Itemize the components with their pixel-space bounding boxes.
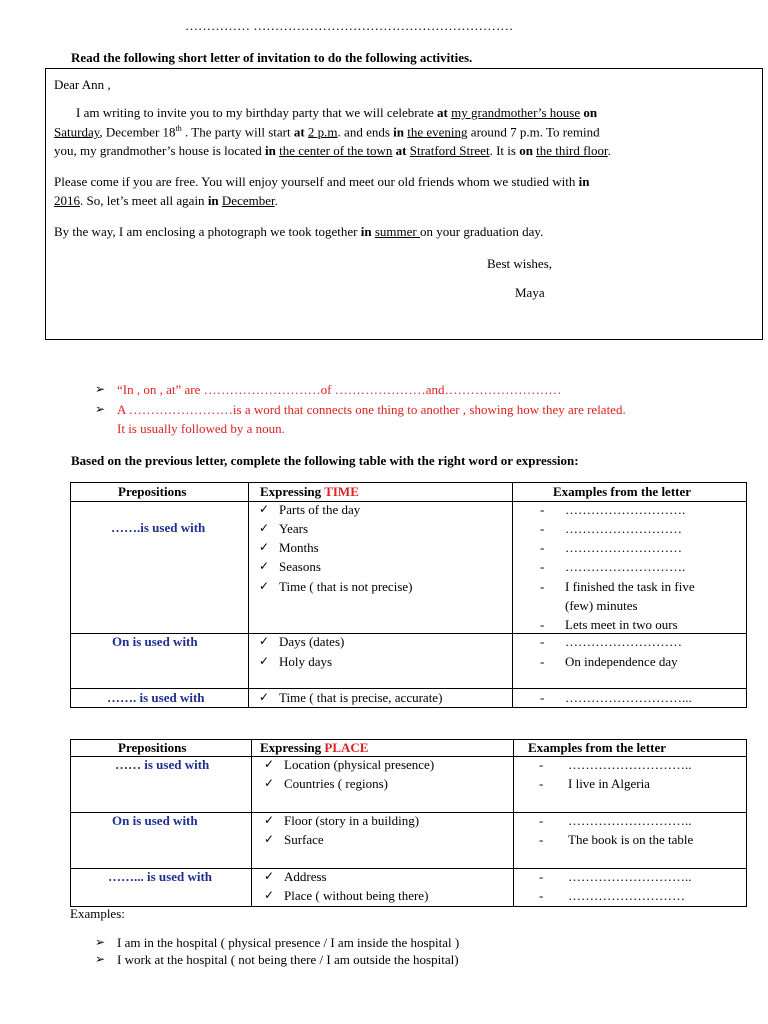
example: ……………………….. [568, 869, 692, 884]
letter-salutation: Dear Ann , [54, 77, 111, 92]
header-examples: Examples from the letter [514, 740, 747, 757]
checkmark-icon: ✓ [264, 888, 275, 902]
example: I finished the task in five [565, 579, 695, 594]
header-dotted-line: …………… …………………………………………………… [185, 18, 514, 33]
table-row [71, 634, 747, 689]
header-expressing-time: Expressing TIME [249, 483, 513, 502]
dash: - [540, 502, 545, 517]
place-table-header [71, 740, 747, 757]
arrow-bullet-icon: ➢ [95, 382, 106, 396]
place-table [70, 739, 747, 907]
checkmark-icon: ✓ [264, 757, 275, 771]
dash: - [539, 888, 544, 903]
dash: - [539, 832, 544, 847]
example: ……………………… [565, 521, 682, 536]
dash: - [540, 690, 545, 705]
example: ……………………….. [568, 813, 692, 828]
bullet-definition-2-continued: It is usually followed by a noun. [117, 421, 285, 436]
prep-label: …… is used with [115, 757, 210, 772]
list-item: Months [279, 540, 319, 555]
list-item: Time ( that is not precise) [279, 579, 413, 594]
table-row [71, 689, 747, 708]
letter-paragraph-1-line-3: you, my grandmother’s house is located in the center of the town at Stratford Street. It is on the third floor. [54, 143, 611, 158]
list-item: Place ( without being there) [284, 888, 429, 903]
letter-closing: Best wishes, [487, 256, 552, 271]
prep-label: …….is used with [111, 520, 206, 535]
checkmark-icon: ✓ [264, 776, 275, 790]
table-row [71, 757, 747, 813]
list-item: Time ( that is precise, accurate) [279, 690, 443, 705]
example: ………………………. [565, 559, 686, 574]
example: The book is on the table [568, 832, 694, 847]
bullet-definition-2: A ……………………is a word that connects one thing to another , showing how they are related. [117, 402, 626, 417]
arrow-bullet-icon: ➢ [95, 935, 106, 949]
bullet-definition-1: “In , on , at” are ………………………of …………………and……………………… [117, 382, 562, 397]
dash: - [540, 654, 545, 669]
list-item: Location (physical presence) [284, 757, 435, 772]
list-item: Seasons [279, 559, 321, 574]
example: ……………………… [565, 540, 682, 555]
table-instruction: Based on the previous letter, complete the following table with the right word or expression: [71, 453, 579, 468]
dash: - [539, 776, 544, 791]
time-table-header [71, 483, 747, 502]
dash: - [540, 617, 545, 632]
example: ………………………... [565, 690, 692, 705]
header-expressing-place: Expressing PLACE [252, 740, 514, 757]
letter-box [45, 68, 763, 340]
dash: - [540, 521, 545, 536]
checkmark-icon: ✓ [259, 559, 270, 573]
list-item: Countries ( regions) [284, 776, 388, 791]
prep-label: ……. is used with [107, 690, 205, 705]
example: I live in Algeria [568, 776, 650, 791]
dash: - [540, 634, 545, 649]
list-item: Floor (story in a building) [284, 813, 420, 828]
checkmark-icon: ✓ [259, 521, 270, 535]
example: ………………………. [565, 502, 686, 517]
letter-paragraph-2-line-1: Please come if you are free. You will enjoy yourself and meet our old friends whom we studied with in [54, 174, 590, 189]
example: (few) minutes [565, 598, 638, 613]
checkmark-icon: ✓ [259, 654, 270, 668]
dash: - [539, 869, 544, 884]
list-item: Parts of the day [279, 502, 361, 517]
list-item: Years [279, 521, 309, 536]
header-examples: Examples from the letter [513, 483, 747, 502]
letter-signature: Maya [515, 285, 545, 300]
checkmark-icon: ✓ [259, 690, 270, 704]
letter-paragraph-1-line-1: I am writing to invite you to my birthday party that we will celebrate at my grandmother’s house on [76, 105, 598, 120]
example-sentence-2: I work at the hospital ( not being there / I am outside the hospital) [117, 952, 459, 967]
prep-label: On is used with [112, 634, 198, 649]
checkmark-icon: ✓ [259, 540, 270, 554]
checkmark-icon: ✓ [259, 634, 270, 648]
checkmark-icon: ✓ [264, 832, 275, 846]
prep-label: ……... is used with [108, 869, 213, 884]
list-item: Surface [284, 832, 324, 847]
arrow-bullet-icon: ➢ [95, 952, 106, 966]
list-item: Days (dates) [279, 634, 345, 649]
checkmark-icon: ✓ [259, 579, 270, 593]
example: On independence day [565, 654, 678, 669]
table-row [71, 502, 747, 634]
checkmark-icon: ✓ [259, 502, 270, 516]
list-item: Holy days [279, 654, 333, 669]
letter-paragraph-1-line-2: Saturday, December 18th . The party will start at 2 p.m. and ends in the evening around 7 p.m. To remind [54, 124, 600, 140]
header-prepositions: Prepositions [71, 483, 249, 502]
time-table [70, 482, 747, 708]
example: ……………………… [568, 888, 685, 903]
dash: - [539, 757, 544, 772]
table-row [71, 813, 747, 869]
example-sentence-1: I am in the hospital ( physical presence / I am inside the hospital ) [117, 935, 460, 950]
dash: - [540, 579, 545, 594]
letter-instruction: Read the following short letter of invitation to do the following activities. [71, 50, 473, 65]
checkmark-icon: ✓ [264, 869, 275, 883]
table-row [71, 869, 747, 907]
list-item: Address [284, 869, 327, 884]
letter-paragraph-3: By the way, I am enclosing a photograph we took together in summer on your graduation day. [54, 224, 544, 239]
example: ……………………….. [568, 757, 692, 772]
dash: - [540, 540, 545, 555]
letter-paragraph-2-line-2: 2016. So, let’s meet all again in December. [54, 193, 278, 208]
dash: - [540, 559, 545, 574]
example: Lets meet in two ours [565, 617, 678, 632]
arrow-bullet-icon: ➢ [95, 402, 106, 416]
header-prepositions: Prepositions [71, 740, 252, 757]
examples-label: Examples: [70, 906, 125, 921]
dash: - [539, 813, 544, 828]
example: ……………………… [565, 634, 682, 649]
checkmark-icon: ✓ [264, 813, 275, 827]
prep-label: On is used with [112, 813, 198, 828]
